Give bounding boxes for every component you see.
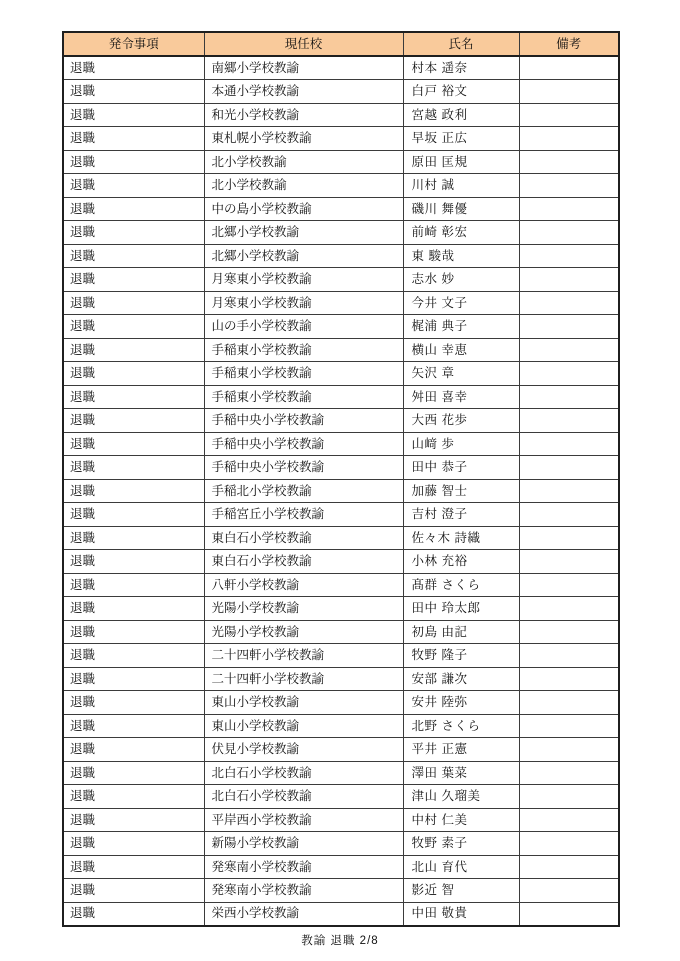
cell-action: 退職: [63, 150, 204, 174]
cell-note: [519, 338, 619, 362]
cell-note: [519, 127, 619, 151]
table-header-row: [63, 32, 619, 56]
cell-name: 安井 陸弥: [403, 691, 519, 715]
cell-name: 大西 花歩: [403, 409, 519, 433]
cell-note: [519, 456, 619, 480]
table-row: [63, 855, 619, 879]
cell-school: 中の島小学校教諭: [204, 197, 403, 221]
cell-school: 手稲宮丘小学校教諭: [204, 503, 403, 527]
cell-school: 二十四軒小学校教諭: [204, 644, 403, 668]
cell-note: [519, 409, 619, 433]
cell-note: [519, 174, 619, 198]
table-row: [63, 244, 619, 268]
cell-action: 退職: [63, 597, 204, 621]
table-row: [63, 550, 619, 574]
cell-name: 平井 正憲: [403, 738, 519, 762]
table-row: [63, 832, 619, 856]
cell-note: [519, 738, 619, 762]
cell-action: 退職: [63, 550, 204, 574]
cell-action: 退職: [63, 714, 204, 738]
table-row: [63, 526, 619, 550]
table-row: [63, 456, 619, 480]
cell-note: [519, 479, 619, 503]
cell-note: [519, 761, 619, 785]
table-row: [63, 291, 619, 315]
cell-note: [519, 691, 619, 715]
cell-note: [519, 291, 619, 315]
cell-name: 今井 文子: [403, 291, 519, 315]
cell-action: 退職: [63, 174, 204, 198]
cell-name: 吉村 澄子: [403, 503, 519, 527]
cell-school: 東札幌小学校教諭: [204, 127, 403, 151]
cell-note: [519, 197, 619, 221]
header-cell-name: 氏名: [403, 32, 519, 56]
cell-name: 矢沢 章: [403, 362, 519, 386]
table-row: [63, 644, 619, 668]
cell-action: 退職: [63, 221, 204, 245]
table-row: [63, 103, 619, 127]
cell-name: 初島 由記: [403, 620, 519, 644]
table-row: [63, 127, 619, 151]
cell-school: 手稲北小学校教諭: [204, 479, 403, 503]
cell-name: 川村 誠: [403, 174, 519, 198]
cell-school: 北小学校教諭: [204, 174, 403, 198]
table-row: [63, 315, 619, 339]
table-row: [63, 691, 619, 715]
table-row: [63, 808, 619, 832]
header-cell-school: 現任校: [204, 32, 403, 56]
cell-note: [519, 573, 619, 597]
cell-school: 伏見小学校教諭: [204, 738, 403, 762]
cell-name: 早坂 正広: [403, 127, 519, 151]
cell-school: 東山小学校教諭: [204, 691, 403, 715]
cell-note: [519, 902, 619, 926]
cell-action: 退職: [63, 197, 204, 221]
cell-school: 東白石小学校教諭: [204, 526, 403, 550]
cell-name: 舛田 喜幸: [403, 385, 519, 409]
table-row: [63, 902, 619, 926]
cell-name: 中村 仁美: [403, 808, 519, 832]
cell-school: 八軒小学校教諭: [204, 573, 403, 597]
cell-action: 退職: [63, 456, 204, 480]
table-row: [63, 738, 619, 762]
cell-school: 北郷小学校教諭: [204, 244, 403, 268]
cell-name: 田中 恭子: [403, 456, 519, 480]
table-row: [63, 362, 619, 386]
cell-name: 牧野 隆子: [403, 644, 519, 668]
cell-school: 手稲東小学校教諭: [204, 338, 403, 362]
cell-action: 退職: [63, 479, 204, 503]
cell-action: 退職: [63, 738, 204, 762]
cell-school: 東白石小学校教諭: [204, 550, 403, 574]
cell-school: 平岸西小学校教諭: [204, 808, 403, 832]
table-row: [63, 479, 619, 503]
cell-note: [519, 597, 619, 621]
cell-action: 退職: [63, 103, 204, 127]
cell-name: 澤田 葉菜: [403, 761, 519, 785]
cell-action: 退職: [63, 785, 204, 809]
cell-name: 原田 匡規: [403, 150, 519, 174]
cell-name: 津山 久瑠美: [403, 785, 519, 809]
cell-school: 手稲東小学校教諭: [204, 385, 403, 409]
cell-action: 退職: [63, 291, 204, 315]
cell-action: 退職: [63, 902, 204, 926]
cell-note: [519, 268, 619, 292]
cell-note: [519, 56, 619, 80]
cell-note: [519, 620, 619, 644]
cell-action: 退職: [63, 432, 204, 456]
cell-action: 退職: [63, 268, 204, 292]
cell-school: 手稲中央小学校教諭: [204, 432, 403, 456]
cell-name: 髙群 さくら: [403, 573, 519, 597]
cell-note: [519, 103, 619, 127]
cell-action: 退職: [63, 526, 204, 550]
cell-school: 本通小学校教諭: [204, 80, 403, 104]
table-row: [63, 573, 619, 597]
cell-school: 発寒南小学校教諭: [204, 879, 403, 903]
cell-name: 牧野 素子: [403, 832, 519, 856]
cell-school: 月寒東小学校教諭: [204, 291, 403, 315]
table-row: [63, 56, 619, 80]
cell-name: 村本 遥奈: [403, 56, 519, 80]
cell-action: 退職: [63, 385, 204, 409]
cell-school: 和光小学校教諭: [204, 103, 403, 127]
cell-note: [519, 221, 619, 245]
cell-action: 退職: [63, 667, 204, 691]
cell-school: 新陽小学校教諭: [204, 832, 403, 856]
cell-school: 二十四軒小学校教諭: [204, 667, 403, 691]
cell-note: [519, 808, 619, 832]
cell-name: 北山 育代: [403, 855, 519, 879]
cell-name: 北野 さくら: [403, 714, 519, 738]
table-row: [63, 714, 619, 738]
cell-action: 退職: [63, 620, 204, 644]
cell-note: [519, 785, 619, 809]
cell-name: 白戸 裕文: [403, 80, 519, 104]
cell-action: 退職: [63, 644, 204, 668]
retirement-table: [62, 31, 620, 927]
cell-action: 退職: [63, 127, 204, 151]
cell-action: 退職: [63, 409, 204, 433]
table-row: [63, 385, 619, 409]
cell-school: 月寒東小学校教諭: [204, 268, 403, 292]
table-row: [63, 597, 619, 621]
table-row: [63, 879, 619, 903]
table-row: [63, 667, 619, 691]
table-row: [63, 80, 619, 104]
cell-note: [519, 385, 619, 409]
cell-note: [519, 503, 619, 527]
cell-school: 栄西小学校教諭: [204, 902, 403, 926]
table-row: [63, 409, 619, 433]
table-row: [63, 503, 619, 527]
cell-action: 退職: [63, 362, 204, 386]
cell-note: [519, 714, 619, 738]
cell-action: 退職: [63, 80, 204, 104]
cell-action: 退職: [63, 56, 204, 80]
cell-action: 退職: [63, 244, 204, 268]
cell-action: 退職: [63, 761, 204, 785]
cell-action: 退職: [63, 808, 204, 832]
cell-name: 志水 妙: [403, 268, 519, 292]
cell-note: [519, 150, 619, 174]
cell-action: 退職: [63, 315, 204, 339]
cell-action: 退職: [63, 503, 204, 527]
table-row: [63, 785, 619, 809]
header-cell-action: 発令事項: [63, 32, 204, 56]
table-row: [63, 432, 619, 456]
cell-name: 前崎 彰宏: [403, 221, 519, 245]
page-footer: 教諭 退職 2/8: [301, 935, 379, 947]
cell-action: 退職: [63, 338, 204, 362]
cell-note: [519, 315, 619, 339]
cell-school: 手稲中央小学校教諭: [204, 456, 403, 480]
cell-name: 田中 玲太郎: [403, 597, 519, 621]
cell-name: 宮越 政利: [403, 103, 519, 127]
cell-name: 東 駿哉: [403, 244, 519, 268]
table-row: [63, 174, 619, 198]
cell-school: 光陽小学校教諭: [204, 597, 403, 621]
cell-note: [519, 80, 619, 104]
cell-school: 東山小学校教諭: [204, 714, 403, 738]
table-row: [63, 338, 619, 362]
cell-note: [519, 644, 619, 668]
cell-name: 佐々木 詩織: [403, 526, 519, 550]
cell-school: 手稲中央小学校教諭: [204, 409, 403, 433]
table-row: [63, 150, 619, 174]
cell-action: 退職: [63, 691, 204, 715]
cell-name: 中田 敬貴: [403, 902, 519, 926]
cell-school: 北白石小学校教諭: [204, 785, 403, 809]
cell-name: 影近 智: [403, 879, 519, 903]
cell-school: 手稲東小学校教諭: [204, 362, 403, 386]
table-row: [63, 221, 619, 245]
cell-note: [519, 244, 619, 268]
header-cell-note: 備考: [519, 32, 619, 56]
cell-name: 横山 幸恵: [403, 338, 519, 362]
table-row: [63, 761, 619, 785]
cell-note: [519, 667, 619, 691]
cell-note: [519, 526, 619, 550]
cell-school: 北郷小学校教諭: [204, 221, 403, 245]
cell-action: 退職: [63, 573, 204, 597]
cell-school: 光陽小学校教諭: [204, 620, 403, 644]
cell-action: 退職: [63, 879, 204, 903]
cell-action: 退職: [63, 855, 204, 879]
cell-note: [519, 550, 619, 574]
cell-note: [519, 362, 619, 386]
table-row: [63, 197, 619, 221]
cell-note: [519, 879, 619, 903]
cell-action: 退職: [63, 832, 204, 856]
table-row: [63, 620, 619, 644]
table-row: [63, 268, 619, 292]
cell-school: 北小学校教諭: [204, 150, 403, 174]
cell-name: 梶浦 典子: [403, 315, 519, 339]
cell-name: 加藤 智士: [403, 479, 519, 503]
cell-note: [519, 432, 619, 456]
cell-name: 磯川 舞優: [403, 197, 519, 221]
cell-school: 発寒南小学校教諭: [204, 855, 403, 879]
cell-note: [519, 855, 619, 879]
cell-name: 小林 充裕: [403, 550, 519, 574]
cell-school: 南郷小学校教諭: [204, 56, 403, 80]
cell-school: 山の手小学校教諭: [204, 315, 403, 339]
cell-school: 北白石小学校教諭: [204, 761, 403, 785]
cell-name: 山﨑 歩: [403, 432, 519, 456]
cell-name: 安部 謙次: [403, 667, 519, 691]
cell-note: [519, 832, 619, 856]
